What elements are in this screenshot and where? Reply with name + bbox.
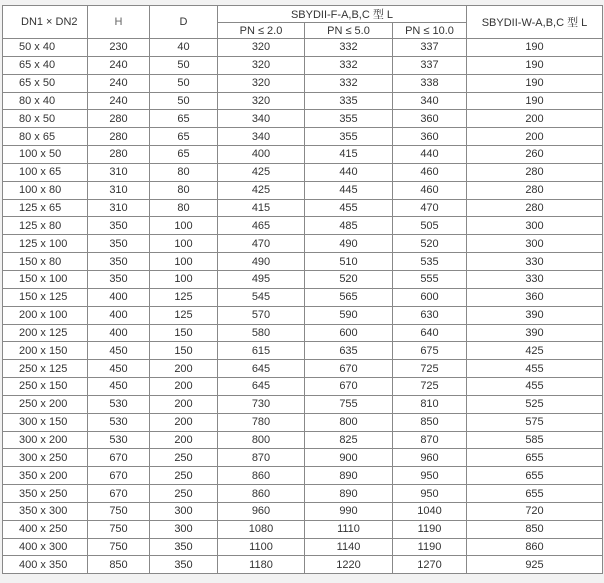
cell-h: 400	[88, 324, 150, 342]
table-row	[3, 235, 603, 253]
cell-l-pn5: 455	[305, 199, 393, 217]
table-row	[3, 556, 603, 574]
header-pn-10: PN ≤ 10.0	[393, 23, 467, 39]
cell-l-pn10: 360	[393, 110, 467, 128]
cell-d: 300	[150, 520, 218, 538]
table-row	[3, 288, 603, 306]
cell-l-pn5: 670	[305, 378, 393, 396]
cell-l-pn2: 615	[218, 342, 305, 360]
cell-l-pn2: 320	[218, 92, 305, 110]
cell-dn: 125 x 100	[3, 235, 88, 253]
cell-l-pn5: 1110	[305, 520, 393, 538]
table-row	[3, 538, 603, 556]
cell-d: 100	[150, 217, 218, 235]
cell-l-w: 655	[467, 449, 603, 467]
cell-dn: 125 x 65	[3, 199, 88, 217]
cell-l-pn2: 415	[218, 199, 305, 217]
cell-d: 350	[150, 538, 218, 556]
table-row	[3, 270, 603, 288]
cell-l-w: 925	[467, 556, 603, 574]
cell-l-pn10: 950	[393, 467, 467, 485]
cell-l-pn2: 425	[218, 181, 305, 199]
cell-l-w: 200	[467, 110, 603, 128]
cell-d: 300	[150, 502, 218, 520]
cell-dn: 65 x 40	[3, 56, 88, 74]
cell-l-w: 455	[467, 360, 603, 378]
cell-h: 350	[88, 253, 150, 271]
table-row	[3, 502, 603, 520]
cell-l-pn5: 990	[305, 502, 393, 520]
cell-dn: 150 x 80	[3, 253, 88, 271]
table-row	[3, 413, 603, 431]
cell-h: 400	[88, 288, 150, 306]
table-row	[3, 128, 603, 146]
cell-l-pn2: 1080	[218, 520, 305, 538]
cell-l-pn5: 415	[305, 146, 393, 164]
cell-h: 670	[88, 467, 150, 485]
table-row	[3, 146, 603, 164]
cell-dn: 65 x 50	[3, 74, 88, 92]
cell-l-pn5: 355	[305, 128, 393, 146]
cell-l-w: 300	[467, 235, 603, 253]
table-row	[3, 431, 603, 449]
cell-l-pn5: 335	[305, 92, 393, 110]
cell-h: 310	[88, 181, 150, 199]
cell-d: 250	[150, 467, 218, 485]
cell-dn: 400 x 300	[3, 538, 88, 556]
cell-d: 50	[150, 74, 218, 92]
cell-l-pn2: 425	[218, 163, 305, 181]
cell-h: 450	[88, 378, 150, 396]
table-row	[3, 181, 603, 199]
table-row	[3, 360, 603, 378]
header-dn: DN1 × DN2	[3, 6, 88, 39]
cell-l-w: 455	[467, 378, 603, 396]
cell-l-pn2: 465	[218, 217, 305, 235]
cell-l-w: 720	[467, 502, 603, 520]
cell-h: 280	[88, 146, 150, 164]
cell-l-w: 190	[467, 74, 603, 92]
header-pn-5: PN ≤ 5.0	[305, 23, 393, 39]
cell-l-pn10: 535	[393, 253, 467, 271]
cell-dn: 80 x 50	[3, 110, 88, 128]
cell-h: 240	[88, 56, 150, 74]
cell-l-pn5: 565	[305, 288, 393, 306]
cell-l-pn5: 332	[305, 74, 393, 92]
cell-l-pn10: 460	[393, 163, 467, 181]
cell-d: 40	[150, 39, 218, 57]
cell-d: 250	[150, 485, 218, 503]
table-row	[3, 485, 603, 503]
table-row	[3, 39, 603, 57]
cell-d: 150	[150, 324, 218, 342]
cell-dn: 80 x 65	[3, 128, 88, 146]
cell-dn: 400 x 350	[3, 556, 88, 574]
cell-h: 530	[88, 413, 150, 431]
cell-l-pn2: 960	[218, 502, 305, 520]
cell-l-pn5: 1220	[305, 556, 393, 574]
cell-l-w: 190	[467, 56, 603, 74]
cell-l-pn5: 490	[305, 235, 393, 253]
cell-d: 200	[150, 413, 218, 431]
cell-l-pn5: 1140	[305, 538, 393, 556]
cell-d: 65	[150, 110, 218, 128]
cell-dn: 400 x 250	[3, 520, 88, 538]
cell-l-pn10: 460	[393, 181, 467, 199]
cell-l-w: 330	[467, 253, 603, 271]
cell-l-pn10: 440	[393, 146, 467, 164]
cell-l-pn2: 545	[218, 288, 305, 306]
table-row	[3, 92, 603, 110]
cell-d: 50	[150, 92, 218, 110]
cell-l-pn2: 320	[218, 56, 305, 74]
table-row	[3, 395, 603, 413]
cell-l-pn2: 470	[218, 235, 305, 253]
cell-l-pn2: 780	[218, 413, 305, 431]
cell-l-pn10: 505	[393, 217, 467, 235]
cell-l-pn10: 640	[393, 324, 467, 342]
cell-l-pn5: 440	[305, 163, 393, 181]
cell-l-pn10: 870	[393, 431, 467, 449]
cell-l-w: 655	[467, 467, 603, 485]
cell-d: 100	[150, 235, 218, 253]
cell-dn: 150 x 100	[3, 270, 88, 288]
table-row	[3, 253, 603, 271]
cell-l-pn5: 800	[305, 413, 393, 431]
cell-l-pn2: 870	[218, 449, 305, 467]
cell-l-w: 585	[467, 431, 603, 449]
cell-l-w: 390	[467, 306, 603, 324]
cell-l-pn2: 320	[218, 39, 305, 57]
dimension-table	[2, 5, 603, 574]
cell-l-pn5: 635	[305, 342, 393, 360]
cell-l-pn5: 510	[305, 253, 393, 271]
cell-l-pn2: 570	[218, 306, 305, 324]
cell-dn: 100 x 65	[3, 163, 88, 181]
cell-l-w: 190	[467, 92, 603, 110]
cell-dn: 100 x 50	[3, 146, 88, 164]
cell-dn: 80 x 40	[3, 92, 88, 110]
cell-l-pn2: 400	[218, 146, 305, 164]
table-row	[3, 449, 603, 467]
cell-h: 530	[88, 395, 150, 413]
cell-dn: 200 x 100	[3, 306, 88, 324]
cell-l-pn10: 555	[393, 270, 467, 288]
cell-l-w: 280	[467, 199, 603, 217]
cell-l-pn10: 470	[393, 199, 467, 217]
cell-h: 280	[88, 110, 150, 128]
cell-l-pn10: 1040	[393, 502, 467, 520]
cell-l-pn10: 337	[393, 39, 467, 57]
table-row	[3, 110, 603, 128]
table-row	[3, 306, 603, 324]
cell-dn: 350 x 250	[3, 485, 88, 503]
cell-h: 450	[88, 360, 150, 378]
cell-l-pn10: 630	[393, 306, 467, 324]
cell-l-pn5: 900	[305, 449, 393, 467]
cell-l-pn10: 338	[393, 74, 467, 92]
cell-l-pn10: 960	[393, 449, 467, 467]
table-row	[3, 199, 603, 217]
cell-l-w: 850	[467, 520, 603, 538]
table-row	[3, 520, 603, 538]
header-pn-2: PN ≤ 2.0	[218, 23, 305, 39]
cell-dn: 250 x 200	[3, 395, 88, 413]
table-row	[3, 74, 603, 92]
cell-l-w: 280	[467, 181, 603, 199]
cell-h: 350	[88, 235, 150, 253]
cell-d: 100	[150, 270, 218, 288]
cell-d: 80	[150, 181, 218, 199]
table-body	[3, 39, 603, 574]
cell-h: 310	[88, 199, 150, 217]
cell-d: 65	[150, 128, 218, 146]
cell-l-pn2: 645	[218, 378, 305, 396]
cell-d: 200	[150, 395, 218, 413]
cell-dn: 350 x 200	[3, 467, 88, 485]
cell-h: 280	[88, 128, 150, 146]
cell-l-pn2: 860	[218, 467, 305, 485]
cell-dn: 300 x 200	[3, 431, 88, 449]
cell-h: 400	[88, 306, 150, 324]
cell-l-w: 200	[467, 128, 603, 146]
cell-dn: 250 x 150	[3, 378, 88, 396]
cell-l-pn10: 360	[393, 128, 467, 146]
cell-l-pn10: 810	[393, 395, 467, 413]
cell-dn: 200 x 150	[3, 342, 88, 360]
cell-d: 125	[150, 306, 218, 324]
cell-l-pn2: 340	[218, 128, 305, 146]
cell-l-pn10: 725	[393, 378, 467, 396]
cell-l-pn5: 890	[305, 467, 393, 485]
cell-d: 80	[150, 199, 218, 217]
cell-l-pn5: 755	[305, 395, 393, 413]
cell-l-pn5: 332	[305, 56, 393, 74]
cell-h: 310	[88, 163, 150, 181]
cell-dn: 200 x 125	[3, 324, 88, 342]
cell-l-pn10: 675	[393, 342, 467, 360]
cell-l-w: 300	[467, 217, 603, 235]
cell-l-w: 655	[467, 485, 603, 503]
cell-h: 530	[88, 431, 150, 449]
cell-dn: 150 x 125	[3, 288, 88, 306]
header-group-f: SBYDII-F-A,B,C 型 L	[218, 6, 467, 23]
header-group-w: SBYDII-W-A,B,C 型 L	[467, 6, 603, 39]
cell-l-w: 390	[467, 324, 603, 342]
cell-d: 50	[150, 56, 218, 74]
cell-d: 125	[150, 288, 218, 306]
cell-l-pn2: 340	[218, 110, 305, 128]
cell-h: 240	[88, 92, 150, 110]
cell-l-pn5: 520	[305, 270, 393, 288]
cell-l-pn10: 950	[393, 485, 467, 503]
table-row	[3, 378, 603, 396]
cell-l-pn5: 485	[305, 217, 393, 235]
cell-l-pn2: 490	[218, 253, 305, 271]
cell-d: 150	[150, 342, 218, 360]
cell-h: 670	[88, 485, 150, 503]
cell-d: 200	[150, 431, 218, 449]
cell-h: 350	[88, 270, 150, 288]
cell-l-w: 260	[467, 146, 603, 164]
header-d: D	[150, 6, 218, 39]
cell-h: 350	[88, 217, 150, 235]
cell-dn: 125 x 80	[3, 217, 88, 235]
cell-h: 850	[88, 556, 150, 574]
cell-dn: 100 x 80	[3, 181, 88, 199]
cell-l-pn5: 600	[305, 324, 393, 342]
header-h: H	[88, 6, 150, 39]
cell-l-w: 360	[467, 288, 603, 306]
cell-l-w: 280	[467, 163, 603, 181]
cell-l-pn10: 850	[393, 413, 467, 431]
cell-l-pn2: 1180	[218, 556, 305, 574]
cell-d: 80	[150, 163, 218, 181]
cell-l-pn2: 860	[218, 485, 305, 503]
table-row	[3, 342, 603, 360]
spec-table-container	[2, 5, 602, 574]
cell-l-pn2: 580	[218, 324, 305, 342]
cell-d: 65	[150, 146, 218, 164]
cell-d: 350	[150, 556, 218, 574]
cell-dn: 300 x 250	[3, 449, 88, 467]
cell-l-pn10: 1270	[393, 556, 467, 574]
cell-h: 670	[88, 449, 150, 467]
cell-l-w: 425	[467, 342, 603, 360]
cell-l-w: 860	[467, 538, 603, 556]
cell-dn: 300 x 150	[3, 413, 88, 431]
cell-h: 240	[88, 74, 150, 92]
cell-dn: 50 x 40	[3, 39, 88, 57]
table-row	[3, 56, 603, 74]
cell-l-pn5: 670	[305, 360, 393, 378]
cell-l-pn5: 890	[305, 485, 393, 503]
cell-l-w: 190	[467, 39, 603, 57]
cell-l-pn5: 445	[305, 181, 393, 199]
cell-d: 100	[150, 253, 218, 271]
cell-d: 250	[150, 449, 218, 467]
cell-h: 750	[88, 538, 150, 556]
table-row	[3, 324, 603, 342]
cell-h: 230	[88, 39, 150, 57]
cell-l-pn5: 332	[305, 39, 393, 57]
cell-l-pn10: 340	[393, 92, 467, 110]
cell-dn: 250 x 125	[3, 360, 88, 378]
cell-d: 200	[150, 360, 218, 378]
table-row	[3, 217, 603, 235]
cell-l-pn10: 337	[393, 56, 467, 74]
cell-l-pn5: 590	[305, 306, 393, 324]
cell-l-pn2: 1100	[218, 538, 305, 556]
cell-l-pn10: 1190	[393, 538, 467, 556]
table-header	[3, 6, 603, 39]
cell-d: 200	[150, 378, 218, 396]
cell-l-pn10: 520	[393, 235, 467, 253]
cell-l-pn5: 355	[305, 110, 393, 128]
cell-l-w: 575	[467, 413, 603, 431]
cell-l-pn2: 800	[218, 431, 305, 449]
table-row	[3, 163, 603, 181]
cell-l-pn2: 730	[218, 395, 305, 413]
cell-l-pn10: 725	[393, 360, 467, 378]
cell-h: 750	[88, 520, 150, 538]
cell-l-pn2: 495	[218, 270, 305, 288]
cell-dn: 350 x 300	[3, 502, 88, 520]
cell-l-pn5: 825	[305, 431, 393, 449]
cell-l-pn10: 600	[393, 288, 467, 306]
cell-h: 750	[88, 502, 150, 520]
cell-h: 450	[88, 342, 150, 360]
cell-l-w: 525	[467, 395, 603, 413]
cell-l-pn2: 320	[218, 74, 305, 92]
cell-l-pn10: 1190	[393, 520, 467, 538]
cell-l-w: 330	[467, 270, 603, 288]
cell-l-pn2: 645	[218, 360, 305, 378]
table-row	[3, 467, 603, 485]
